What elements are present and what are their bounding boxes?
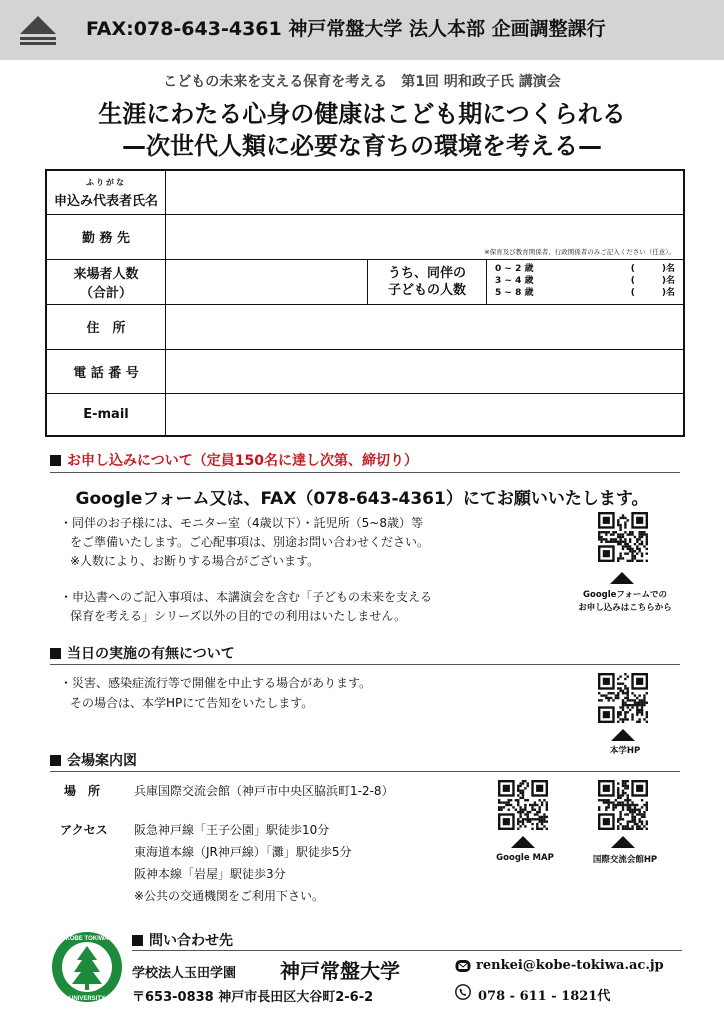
arrow-up-icon <box>611 729 635 741</box>
children-label: うち、同伴の 子どもの人数 <box>367 259 487 304</box>
form-row-email <box>47 393 683 435</box>
divider <box>132 950 682 951</box>
arrow-up-icon <box>611 836 635 848</box>
age-row[interactable]: 5 ~ 8 歳 ( )名 <box>495 288 675 298</box>
bullet1-line3: ※人数により、お断りする場合がございます。 <box>70 554 320 568</box>
square-bullet-icon <box>50 648 61 659</box>
contact-phone: 078 - 611 - 1821代 <box>478 989 611 1004</box>
contact-corp: 学校法人玉田学園 <box>132 966 237 981</box>
form-row-workplace <box>47 214 683 260</box>
contact-email[interactable]: renkei@kobe-tokiwa.ac.jp <box>476 958 664 973</box>
venue-access-label: アクセス <box>60 823 108 837</box>
phone-icon <box>455 984 471 1000</box>
square-bullet-icon <box>50 455 61 466</box>
google-map-qr-code[interactable] <box>498 780 548 830</box>
bullet2-line1: ・申込書へのご記入事項は、本講演会を含む「子どもの未来を支える <box>60 590 433 604</box>
divider <box>50 664 680 665</box>
venue-place-value: 兵庫国際交流会館（神戸市中央区脇浜町1-2-8） <box>134 784 394 798</box>
form-row-attendees <box>47 259 683 305</box>
workplace-label: 勤 務 先 <box>47 214 166 259</box>
university-logo <box>50 930 124 1004</box>
children-age-list <box>495 263 675 299</box>
logo-text-bottom: UNIVERSITY <box>68 996 106 1002</box>
mail-icon <box>455 959 471 973</box>
contact-heading: 問い合わせ先 <box>132 930 233 950</box>
divider <box>50 771 680 772</box>
form-row-applicant <box>47 171 683 215</box>
contact-address: 〒653-0838 神戸市長田区大谷町2-6-2 <box>132 990 374 1005</box>
venue-access1: 阪急神戸線「王子公園」駅徒歩10分 <box>134 823 330 837</box>
event-title-line1: 生涯にわたる心身の健康はこども期につくられる <box>98 100 626 128</box>
fax-header-title: FAX:078-643-4361 神戸常盤大学 法人本部 企画調整課行 <box>86 18 606 40</box>
attendees-label: 来場者人数 （合計） <box>47 259 166 304</box>
email-label: E-mail <box>47 393 166 435</box>
venue-access3: 阪神本線「岩屋」駅徒歩3分 <box>134 867 286 881</box>
implementation-line1: ・災害、感染症流行等で開催を中止する場合があります。 <box>60 676 372 690</box>
upload-triangle-icon <box>18 14 58 46</box>
venue-hp-qr-code[interactable] <box>598 780 648 830</box>
implementation-heading: 当日の実施の有無について <box>50 643 235 663</box>
venue-access-note: ※公共の交通機関をご利用下さい。 <box>134 889 325 903</box>
square-bullet-icon <box>50 755 61 766</box>
contact-university: 神戸常盤大学 <box>280 959 400 983</box>
arrow-up-icon <box>511 836 535 848</box>
implementation-line2: その場合は、本学HPにて告知をいたします。 <box>70 696 314 710</box>
age-row[interactable]: 3 ~ 4 歳 ( )名 <box>495 276 675 286</box>
workplace-note: ※保育及び教育関係者、行政関係者のみご記入ください（任意）。 <box>484 248 675 256</box>
applicant-name-field[interactable] <box>166 171 683 214</box>
application-heading: お申し込みについて（定員150名に達し次第、締切り） <box>50 450 418 470</box>
google-map-qr-caption: Google MAP <box>496 853 554 863</box>
bullet1-line1: ・同伴のお子様には、モニター室（4歳以下）・託児所（5~8歳）等 <box>60 516 423 530</box>
google-form-qr-caption2: お申し込みはこちらから <box>578 603 672 613</box>
applicant-label: ふりがな 申込み代表者氏名 <box>47 171 166 214</box>
phone-field[interactable] <box>166 349 683 393</box>
form-row-address <box>47 304 683 350</box>
venue-place-label: 場 所 <box>64 784 101 798</box>
application-form <box>45 169 685 437</box>
event-title-line2: —次世代人類に必要な育ちの環境を考える— <box>122 132 602 160</box>
bullet2-line2: 保育を考える」シリーズ以外の目的での利用はいたしません。 <box>70 609 407 623</box>
application-main-line: Googleフォーム又は、FAX（078-643-4361）にてお願いいたします。 <box>75 489 649 509</box>
university-hp-qr-code[interactable] <box>598 673 648 723</box>
form-row-phone <box>47 349 683 394</box>
attendees-count-field[interactable] <box>166 259 366 304</box>
age-row[interactable]: 0 ~ 2 歳 ( )名 <box>495 264 675 274</box>
university-hp-qr-caption: 本学HP <box>609 746 641 756</box>
venue-heading: 会場案内図 <box>50 750 137 770</box>
arrow-up-icon <box>610 572 634 584</box>
furigana-label: ふりがな <box>86 177 126 187</box>
venue-access2: 東海道本線（JR神戸線）「灘」駅徒歩5分 <box>134 845 352 859</box>
fax-header-bar <box>0 0 724 60</box>
logo-text-top: KOBE TOKIWA <box>65 936 109 942</box>
address-field[interactable] <box>166 304 683 349</box>
square-bullet-icon <box>132 935 143 946</box>
email-field[interactable] <box>166 393 683 435</box>
google-form-qr-caption1: Googleフォームでの <box>583 590 667 600</box>
phone-label: 電 話 番 号 <box>47 349 166 393</box>
divider <box>50 472 680 473</box>
event-subtitle: こどもの未来を支える保育を考える 第1回 明和政子氏 講演会 <box>163 74 561 90</box>
venue-hp-qr-caption: 国際交流会館HP <box>592 855 658 865</box>
bullet1-line2: をご準備いたします。ご心配事項は、別途お問い合わせください。 <box>70 535 430 549</box>
google-form-qr-code[interactable] <box>598 512 648 562</box>
address-label: 住 所 <box>47 304 166 349</box>
